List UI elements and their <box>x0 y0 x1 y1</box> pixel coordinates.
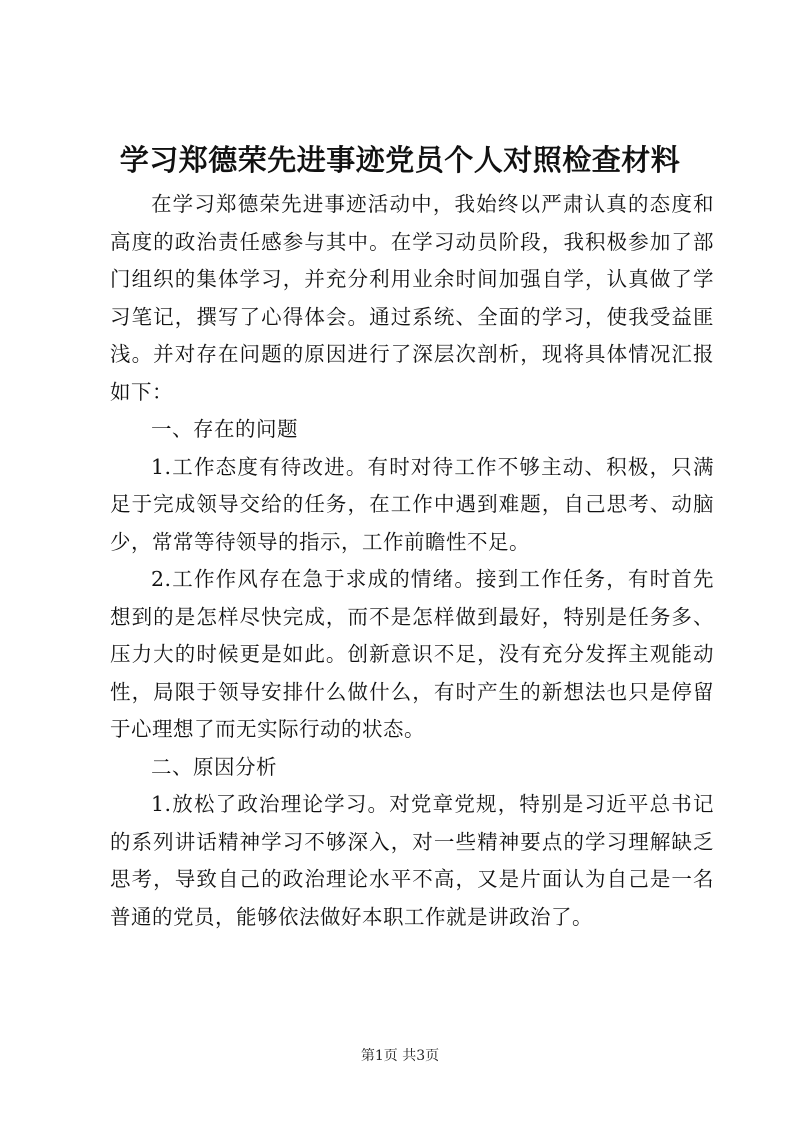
document-title: 学习郑德荣先进事迹党员个人对照检查材料 <box>119 143 681 177</box>
section-heading-problems: 一、存在的问题 <box>151 417 298 441</box>
intro-paragraph: 在学习郑德荣先进事迹活动中，我始终以严肃认真的态度和高度的政治责任感参与其中。在学习动员阶段，我积极参加了部门组织的集体学习，并充分利用业余时间加强自学，认真做了学习笔记，撰写了心得体会。通过系统、全面的学习，使我受益匪浅。并对存在问题的原因进行了深层次剖析，现将具体情况汇报如下： <box>110 192 714 404</box>
page-number-footer: 第1页 共3页 <box>360 1048 440 1064</box>
document-body <box>110 186 714 936</box>
problem-item-1: 1.工作态度有待改进。有时对待工作不够主动、积极，只满足于完成领导交给的任务，在工作中遇到难题，自己思考、动脑少，常常等待领导的指示，工作前瞻性不足。 <box>110 454 714 554</box>
cause-item-1: 1.放松了政治理论学习。对党章党规，特别是习近平总书记的系列讲话精神学习不够深入，对一些精神要点的学习理解缺乏思考，导致自己的政治理论水平不高，又是片面认为自己是一名普通的党员，能够依法做好本职工作就是讲政治了。 <box>110 792 714 929</box>
section-heading-causes: 二、原因分析 <box>151 754 277 779</box>
problem-item-2: 2.工作作风存在急于求成的情绪。接到工作任务，有时首先想到的是怎样尽快完成，而不是怎样做到最好，特别是任务多、压力大的时候更是如此。创新意识不足，没有充分发挥主观能动性，局限于领导安排什么做什么，有时产生的新想法也只是停留于心理想了而无实际行动的状态。 <box>110 567 714 741</box>
